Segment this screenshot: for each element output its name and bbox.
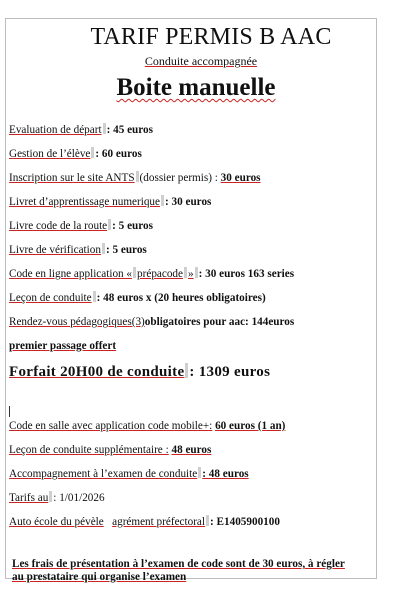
inscription-value: 30 euros: [220, 172, 261, 184]
price-line-evaluation: [9, 123, 153, 137]
gestion-label: Gestion de l’élève: [9, 148, 91, 160]
code-en-ligne-app: prépacode: [137, 268, 183, 280]
field-marker: [93, 291, 96, 302]
tarifs-label: Tarifs au: [9, 492, 49, 504]
field-marker: [91, 147, 94, 158]
gestion-value: : 60 euros: [95, 148, 142, 160]
forfait-label: Forfait 20H00 de conduite: [9, 364, 185, 380]
agrement-line: [9, 515, 280, 529]
forfait-value: : 1309 euros: [189, 364, 271, 380]
field-marker: [103, 123, 106, 134]
price-line-rendez-vous: [9, 315, 294, 329]
price-line-verification: [9, 243, 147, 257]
verification-value: : 5 euros: [105, 244, 147, 256]
supplementaire-label: Leçon de conduite supplémentaire :: [9, 444, 169, 456]
lecon-label: Leçon de conduite: [9, 292, 92, 304]
field-marker: [136, 171, 139, 182]
field-marker: [133, 267, 136, 278]
auto-ecole-name: Auto école du pévèle: [9, 516, 104, 528]
field-marker: [161, 195, 164, 206]
code-en-ligne-close: »: [188, 268, 194, 280]
field-marker: [198, 467, 201, 478]
forfait-line: [9, 363, 270, 381]
price-line-lecon: [9, 291, 266, 305]
premier-passage: premier passage offert: [9, 340, 117, 352]
field-marker: [195, 267, 198, 278]
inscription-label: Inscription sur le site ANTS: [9, 172, 135, 184]
field-marker: [184, 267, 187, 278]
evaluation-value: : 45 euros: [106, 124, 153, 136]
inscription-mid: (dossier permis) :: [139, 172, 218, 184]
agrement-label: agrément préfectoral: [112, 516, 206, 528]
price-line-livre-code: [9, 219, 153, 233]
price-line-code-salle: [9, 419, 285, 433]
price-line-inscription: [9, 171, 261, 185]
evaluation-label: Evaluation de départ: [9, 124, 102, 136]
livre-code-label: Livre code de la route: [9, 220, 108, 232]
field-marker: [49, 491, 52, 502]
lecon-value: : 48 euros x (20 heures obligatoires): [96, 292, 266, 304]
tarifs-date-line: [9, 491, 105, 505]
examen-label: Accompagnement à l’examen de conduite: [9, 468, 198, 480]
supplementaire-value: 48 euros: [171, 444, 212, 456]
agrement-value: : E1405900100: [210, 516, 280, 528]
code-salle-label: Code en salle avec application code mobile+:: [9, 420, 213, 432]
code-en-ligne-value: : 30 euros 163 series: [198, 268, 295, 280]
document-page: [5, 18, 377, 583]
livret-value: : 30 euros: [164, 196, 212, 208]
code-salle-value: 60 euros (1 an): [215, 420, 286, 432]
livre-code-value: : 5 euros: [112, 220, 153, 232]
field-marker: [108, 219, 111, 230]
code-en-ligne-label: Code en ligne application «: [9, 268, 133, 280]
verification-label: Livre de vérification: [9, 244, 101, 256]
doc-heading: Boite manuelle: [116, 74, 276, 101]
price-line-code-en-ligne: [9, 267, 294, 281]
rendez-vous-label: Rendez-vous pédagogiques(3): [9, 316, 145, 328]
rendez-vous-value: obligatoires pour aac: 144euros: [144, 316, 295, 328]
price-line-livret: [9, 195, 211, 209]
price-line-gestion: [9, 147, 142, 161]
text-cursor: [9, 406, 10, 417]
field-marker: [102, 243, 105, 254]
field-marker: [185, 363, 188, 378]
examen-value: : 48 euros: [202, 468, 249, 480]
livret-label: Livret d’apprentissage numerique: [9, 196, 160, 208]
price-line-examen: [9, 467, 249, 481]
price-line-supplementaire: [9, 443, 211, 457]
exam-fee-note: Les frais de présentation à l’examen de code sont de 30 euros, à régler au prestataire qui organise l’examen: [12, 558, 345, 583]
field-marker: [206, 515, 209, 526]
doc-subtitle: Conduite accompagnée: [144, 54, 258, 68]
doc-title: TARIF PERMIS B AAC: [90, 24, 332, 50]
tarifs-value: : 1/01/2026: [53, 492, 105, 504]
